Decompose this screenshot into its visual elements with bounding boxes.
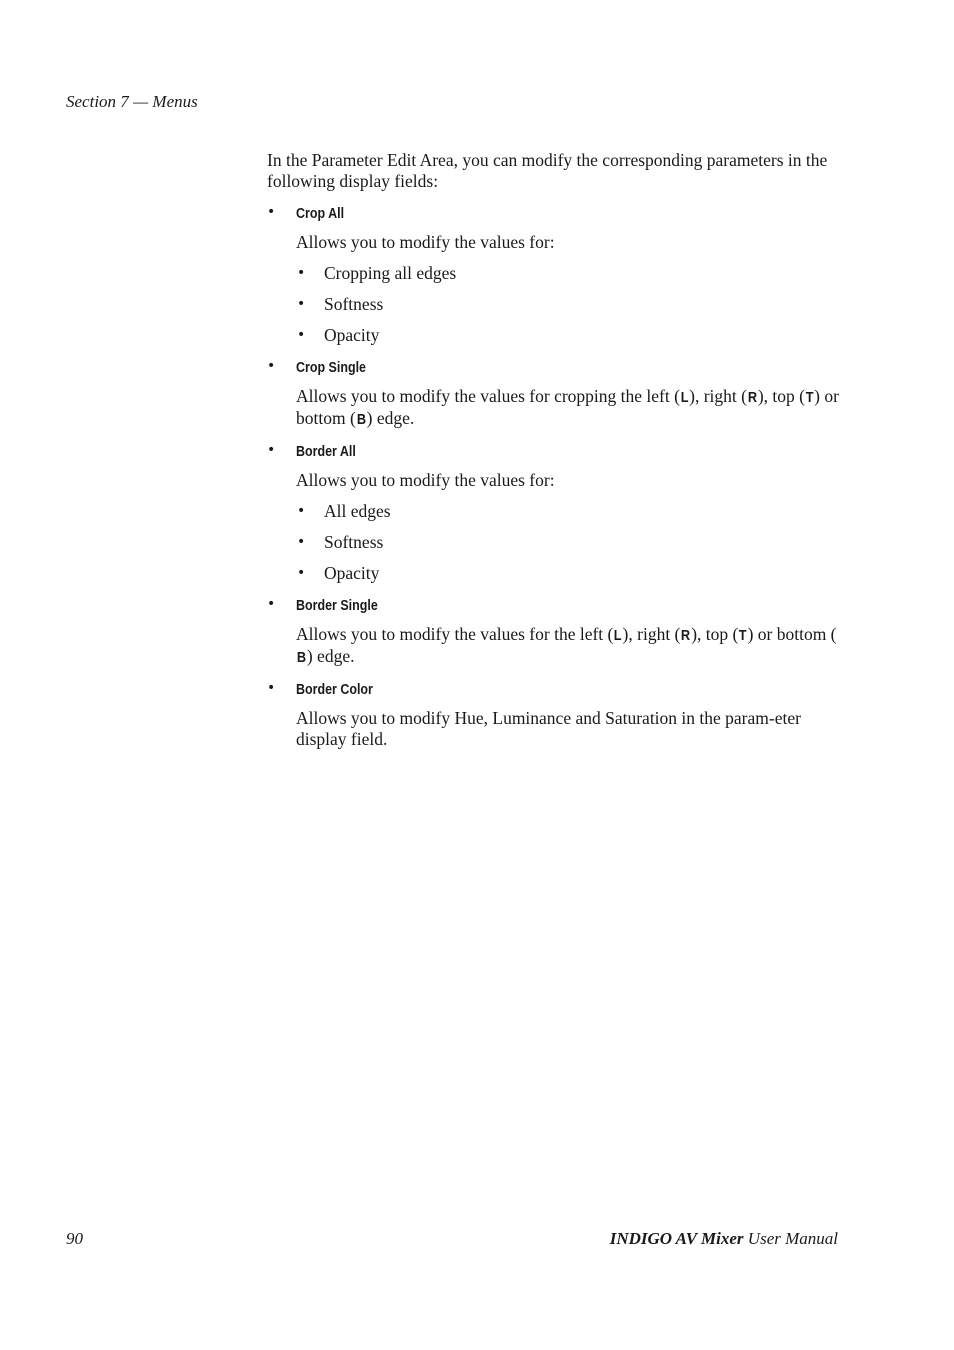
sub-list-label: Cropping all edges <box>324 263 457 283</box>
field-title: Border All <box>296 444 356 460</box>
bullet-icon: • <box>267 204 276 220</box>
bullet-icon: • <box>297 327 306 343</box>
bullet-icon: • <box>297 565 306 581</box>
key-label: R <box>747 389 757 406</box>
field-description: Allows you to modify the values for cropping the left (L), right (R), top (T) or bottom (B) edge. <box>296 386 839 428</box>
sub-list-label: All edges <box>324 501 391 521</box>
sub-list-label: Opacity <box>324 325 380 345</box>
bullet-icon: • <box>267 442 276 458</box>
bullet-icon: • <box>297 296 306 312</box>
sub-list-label: Opacity <box>324 563 380 583</box>
key-label: R <box>681 627 691 644</box>
sub-list-label: Softness <box>324 532 384 552</box>
bullet-icon: • <box>297 534 306 550</box>
sub-list <box>296 501 842 584</box>
main-content <box>267 150 842 760</box>
field-crop-single <box>267 356 842 430</box>
sub-list-label: Softness <box>324 294 384 314</box>
page-number: 90 <box>66 1229 83 1248</box>
sub-list-item <box>296 532 842 553</box>
field-description: Allows you to modify the values for: <box>296 470 555 490</box>
sub-list-item <box>296 325 842 346</box>
field-title: Crop All <box>296 206 345 222</box>
field-title: Crop Single <box>296 360 366 376</box>
sub-list <box>296 263 842 346</box>
field-description: Allows you to modify Hue, Luminance and Saturation in the param-eter display field. <box>296 708 801 749</box>
key-label: T <box>805 389 814 406</box>
sub-list-item <box>296 294 842 315</box>
field-title: Border Color <box>296 682 373 698</box>
field-crop-all <box>267 202 842 346</box>
field-description: Allows you to modify the values for the left (L), right (R), top (T) or bottom (B) edge. <box>296 624 837 666</box>
key-label: T <box>739 627 747 644</box>
key-label: L <box>680 389 689 406</box>
sub-list-item <box>296 263 842 284</box>
sub-list-item <box>296 563 842 584</box>
bullet-icon: • <box>267 680 276 696</box>
field-border-all <box>267 440 842 584</box>
bullet-icon: • <box>297 265 306 281</box>
field-description: Allows you to modify the values for: <box>296 232 555 252</box>
bullet-icon: • <box>267 358 276 374</box>
bullet-icon: • <box>267 596 276 612</box>
bullet-icon: • <box>297 503 306 519</box>
product-name: INDIGO AV Mixer <box>609 1229 744 1248</box>
key-label: B <box>356 411 366 428</box>
doc-type: User Manual <box>743 1229 838 1248</box>
field-title: Border Single <box>296 598 378 614</box>
field-border-single <box>267 594 842 668</box>
running-footer <box>610 1229 838 1249</box>
intro-paragraph: In the Parameter Edit Area, you can modify the corresponding parameters in the following display fields: <box>267 150 828 191</box>
key-label: L <box>614 627 622 644</box>
sub-list-item <box>296 501 842 522</box>
key-label: B <box>296 649 307 666</box>
running-header: Section 7 — Menus <box>66 92 198 111</box>
field-border-color <box>267 678 842 750</box>
